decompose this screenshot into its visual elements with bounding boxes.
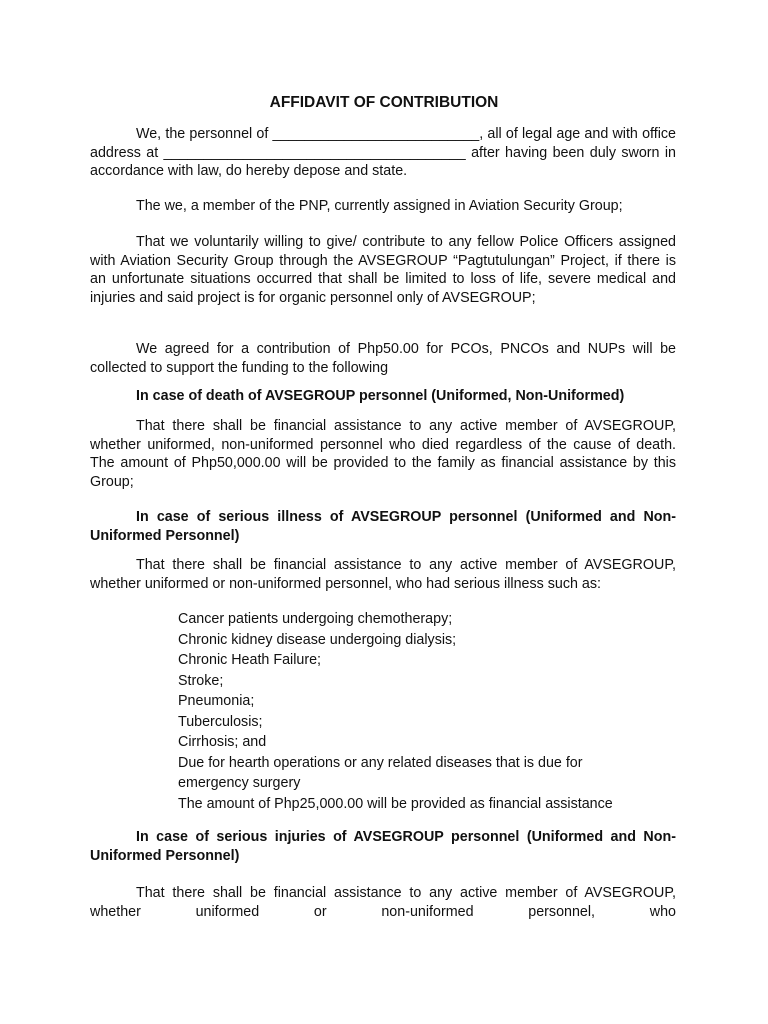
illness-heading: In case of serious illness of AVSEGROUP personnel (Uniformed and Non-Uniformed Personnel) <box>90 509 676 544</box>
list-item: Stroke; <box>178 672 224 689</box>
illness-list <box>178 609 658 814</box>
list-item: Chronic Heath Failure; <box>178 652 322 668</box>
contribution-paragraph: That we voluntarily willing to give/ contribute to any fellow Police Officers assigned with Aviation Security Group through the AVSEGROUP “Pagtutulungan” Project, if there is an unfortunate situations occurred that shall be limited to loss of life, severe medical and injuries and said project is for organic personnel only of AVSEGROUP; <box>90 234 676 306</box>
list-item: Tuberculosis; <box>178 713 263 730</box>
list-item: Cancer patients undergoing chemotherapy; <box>178 611 453 627</box>
membership-paragraph: The we, a member of the PNP, currently assigned in Aviation Security Group; <box>136 198 623 214</box>
injuries-assistance-paragraph: That there shall be financial assistance to any active member of AVSEGROUP, whether uniformed or non-uniformed personnel, who <box>90 885 676 920</box>
death-assistance-paragraph: That there shall be financial assistance to any active member of AVSEGROUP, whether uniformed, non-uniformed personnel who died regardless of the cause of death. The amount of Php50,000.00 will be provided to the family as financial assistance by this Group; <box>90 418 676 490</box>
illness-assistance-paragraph: That there shall be financial assistance to any active member of AVSEGROUP, whether uniformed or non-uniformed personnel, who had serious illness such as: <box>90 557 676 592</box>
funding-paragraph: We agreed for a contribution of Php50.00 for PCOs, PNCOs and NUPs will be collected to support the funding to the following <box>90 341 676 376</box>
list-item: Cirrhosis; and <box>178 734 267 750</box>
list-item: Pneumonia; <box>178 693 255 709</box>
injuries-heading: In case of serious injuries of AVSEGROUP personnel (Uniformed and Non-Uniformed Personnel) <box>90 829 676 864</box>
document-title: AFFIDAVIT OF CONTRIBUTION <box>269 94 499 111</box>
opening-paragraph: We, the personnel of __________________________, all of legal age and with office address at ______________________________________ after having been duly sworn in accordance with law, do hereby depose and state. <box>90 126 676 180</box>
death-heading: In case of death of AVSEGROUP personnel (Uniformed, Non-Uniformed) <box>136 388 625 404</box>
list-item: Chronic kidney disease undergoing dialysis; <box>178 631 457 648</box>
list-item: Due for hearth operations or any related diseases that is due for emergency surgery <box>178 754 583 791</box>
list-item: The amount of Php25,000.00 will be provided as financial assistance <box>178 795 613 812</box>
